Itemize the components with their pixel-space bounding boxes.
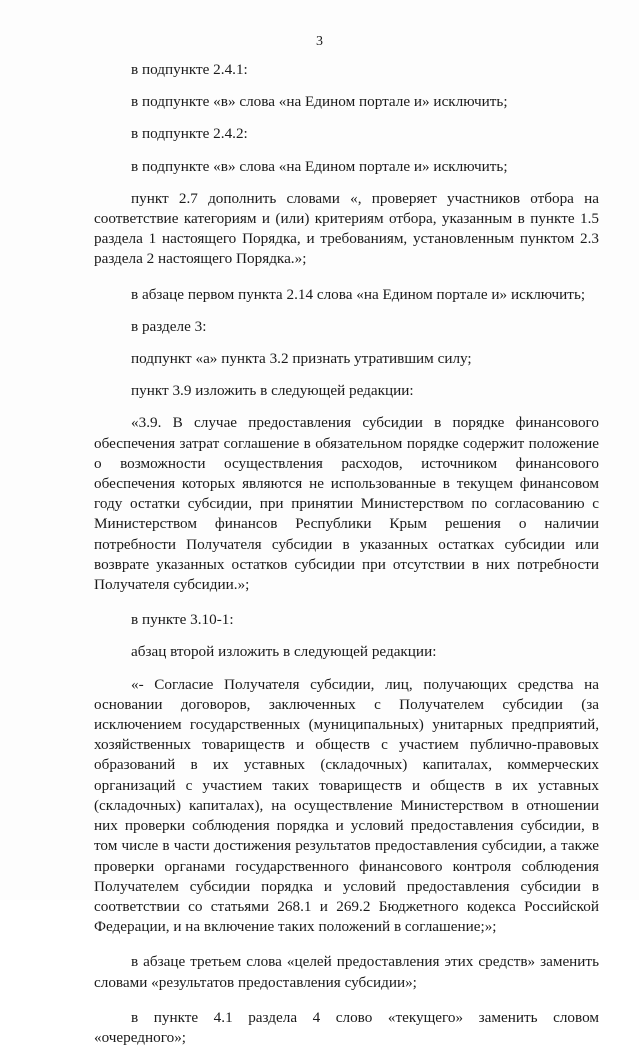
paragraph-4: в подпункте «в» слова «на Едином портале и» исключить; [131, 157, 508, 175]
paragraph-8: подпункт «а» пункта 3.2 признать утратившим силу; [131, 350, 472, 368]
paragraph-15: в пункте 4.1 раздела 4 слово «текущего» заменить словом «очередного»; [94, 1008, 599, 1046]
page-number: 3 [316, 34, 323, 49]
paragraph-13: «- Согласие Получателя субсидии, лиц, получающих средства на основании договоров, заключенных с Получателем субсидии (за исключением государственных (муниципальных) унитарных предприятий, хозяйственных товариществ и обществ с участием публично-правовых образований в их уставных (складочных) капиталах, коммерческих организаций с участием таких товариществ и обществ в их уставных (складочных) капиталах), на осуществление Министерством в отношении них проверки соблюдения порядка и условий предоставления субсидии, в том числе в части достижения результатов предоставления субсидии, а также проверки органами государственного финансового контроля соблюдения Получателем субсидии порядка и условий предоставления субсидии в соответствии со статьями 268.1 и 269.2 Бюджетного кодекса Российской Федерации, и на включение таких положений в соглашение;»; [94, 675, 599, 936]
paragraph-1: в подпункте 2.4.1: [131, 61, 248, 78]
paragraph-3: в подпункте 2.4.2: [131, 125, 248, 143]
document-body [94, 60, 599, 1063]
paragraph-12: абзац второй изложить в следующей редакции: [131, 643, 437, 661]
paragraph-7: в разделе 3: [131, 317, 207, 335]
paragraph-10: «3.9. В случае предоставления субсидии в порядке финансового обеспечения затрат соглашение в обязательном порядке содержит положение о возможности осуществления расходов, источником финансового обеспечения которых являются не использованные в текущем финансовом году остатки субсидии, при принятии Министерством по согласованию с Министерством финансов Республики Крым решения о наличии потребности Получателя субсидии в указанных остатках субсидии или возврате указанных остатков субсидии при отсутствии в них потребности Получателя субсидии.»; [94, 414, 599, 594]
paragraph-11: в пункте 3.10-1: [131, 611, 234, 629]
paragraph-6: в абзаце первом пункта 2.14 слова «на Едином портале и» исключить; [131, 285, 586, 303]
paragraph-14: в абзаце третьем слова «целей предоставления этих средств» заменить словами «результатов предоставления субсидии»; [94, 953, 599, 991]
paragraph-9: пункт 3.9 изложить в следующей редакции: [131, 382, 414, 400]
paragraph-5: пункт 2.7 дополнить словами «, проверяет участников отбора на соответствие категориям и (или) критериям отбора, указанным в пункте 1.5 раздела 1 настоящего Порядка, и требованиям, установленным пунктом 2.3 раздела 2 настоящего Порядка.»; [94, 189, 599, 268]
paragraph-2: в подпункте «в» слова «на Едином портале и» исключить; [131, 93, 508, 111]
